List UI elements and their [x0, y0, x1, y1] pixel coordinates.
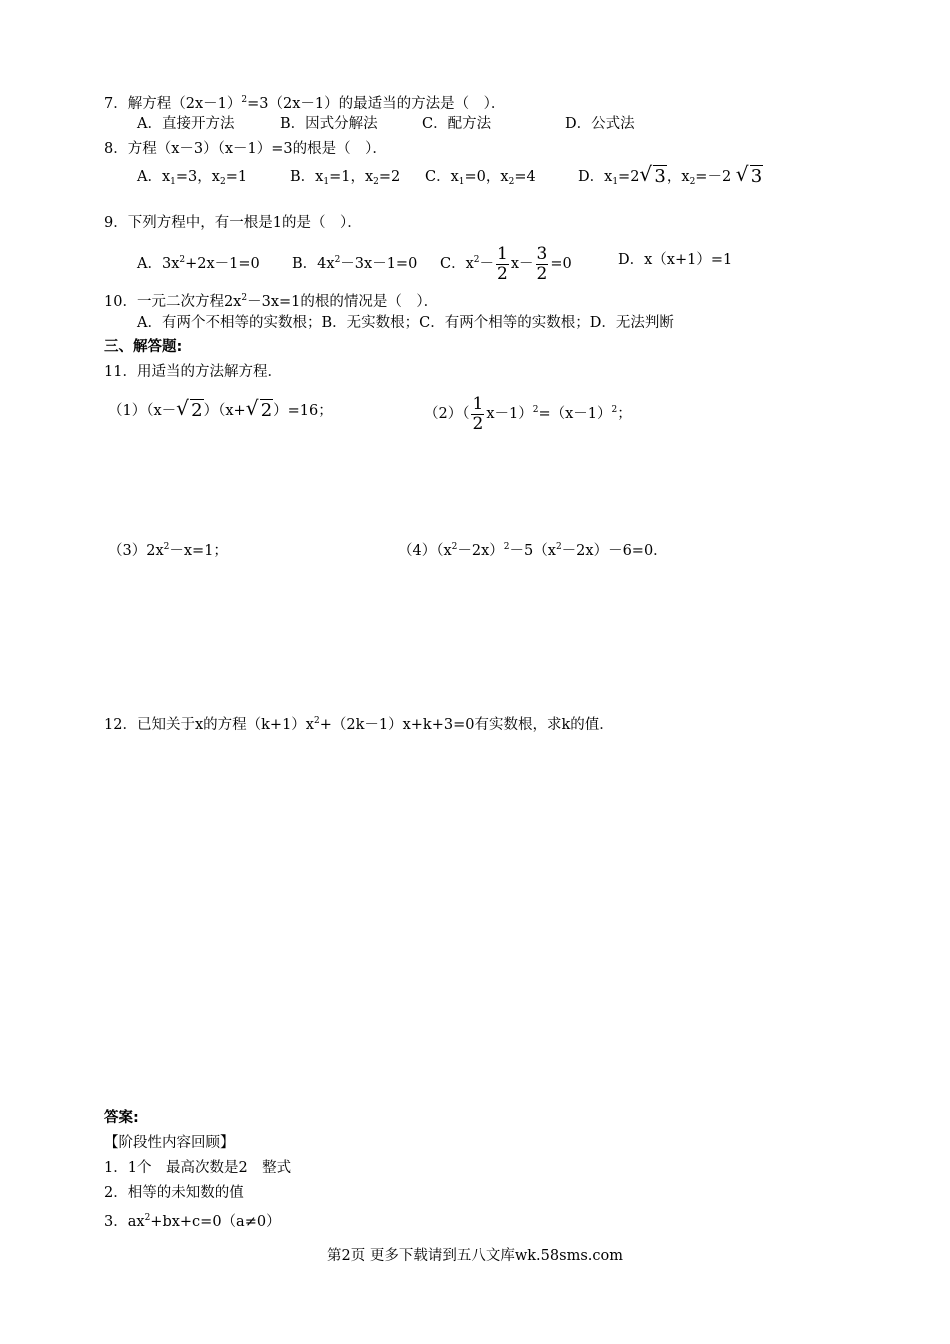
fraction-three-halves: $\frac{3}{2}$ [536, 243, 548, 284]
q11-part4: $(4)(x^2-2x)^2-5(x^2-2x)-6=0$． [398, 542, 668, 559]
sqrt-symbol: √ 3 [735, 162, 763, 187]
q11-part1: （1）（x－ √ 2）（x+ √ 2）=16； [108, 396, 333, 421]
q8-option-b: B．$x_1=1$，$x_2=2$ [290, 169, 401, 187]
q8-option-d: D．$x_1=2$ √ 3，$x_2=-2$ √ 3 [578, 162, 763, 187]
answers-review: 【阶段性内容回顾】 [104, 1135, 235, 1151]
section-heading: 三、解答题: [104, 339, 183, 355]
q10-stem: 10．一元二次方程$2x^2-3x=1$的根的情况是（ ）． [104, 293, 439, 310]
answer-2: 2．相等的未知数的值 [104, 1185, 244, 1201]
q10-options: A．有两个不相等的实数根；B．无实数根；C．有两个相等的实数根；D．无法判断 [137, 315, 674, 331]
fraction-one-half: $\frac{1}{2}$ [472, 393, 484, 434]
q7-option-c: C．配方法 [422, 116, 492, 132]
sqrt-symbol: √ 2 [245, 396, 273, 421]
sqrt-symbol: √ 2 [176, 396, 203, 421]
sqrt-symbol: √ 3 [639, 162, 666, 187]
q12-stem: 12．已知关于x的方程$(k+1)x^2+(2k-1)x+k+3=0$有实数根，求k的值． [104, 716, 614, 733]
q9-stem: 9．下列方程中，有一根是1的是（ ）． [104, 215, 362, 231]
q7-option-b: B．因式分解法 [280, 116, 378, 132]
q11-part3: $(3)2x^2-x=1$； [108, 542, 228, 559]
answers-title: 答案: [104, 1110, 139, 1126]
page-footer: 第2页 更多下载请到五八文库wk.58sms.com [327, 1248, 623, 1264]
q9-option-b: B．$4x^2-3x-1=0$ [292, 255, 418, 272]
q11-stem: 11．用适当的方法解方程． [104, 364, 282, 380]
q9-option-d: D．x（x+1）=1 [618, 252, 733, 268]
fraction-one-half: $\frac{1}{2}$ [497, 243, 508, 284]
q8-option-c: C．$x_1=0$，$x_2=4$ [425, 169, 536, 187]
q7-option-d: D．公式法 [565, 116, 635, 132]
answer-3: 3．$ax^2+bx+c=0(a\ne 0)$ [104, 1213, 281, 1230]
answer-1: 1．1个 最高次数是2 整式 [104, 1160, 292, 1176]
q9-option-a: A．$3x^2+2x-1=0$ [137, 255, 260, 272]
q7-option-a: A．直接开方法 [137, 116, 235, 132]
q8-option-a: A．$x_1=3$，$x_2=1$ [137, 169, 248, 187]
q8-stem: 8．方程（x－3）（x－1）=3的根是（ ）． [104, 141, 387, 157]
q11-part2: （2）（ $\frac{1}{2}$ $x-1)^2=(x-1)^2$； [424, 393, 632, 434]
q7-stem: 7．解方程$(2x-1)^2=3(2x-1)$的最适当的方法是（ ）． [104, 95, 506, 112]
q9-option-c: C．$x^2-$ $\frac{1}{2}$ x－ $\frac{3}{2}$ =0 [440, 243, 572, 284]
